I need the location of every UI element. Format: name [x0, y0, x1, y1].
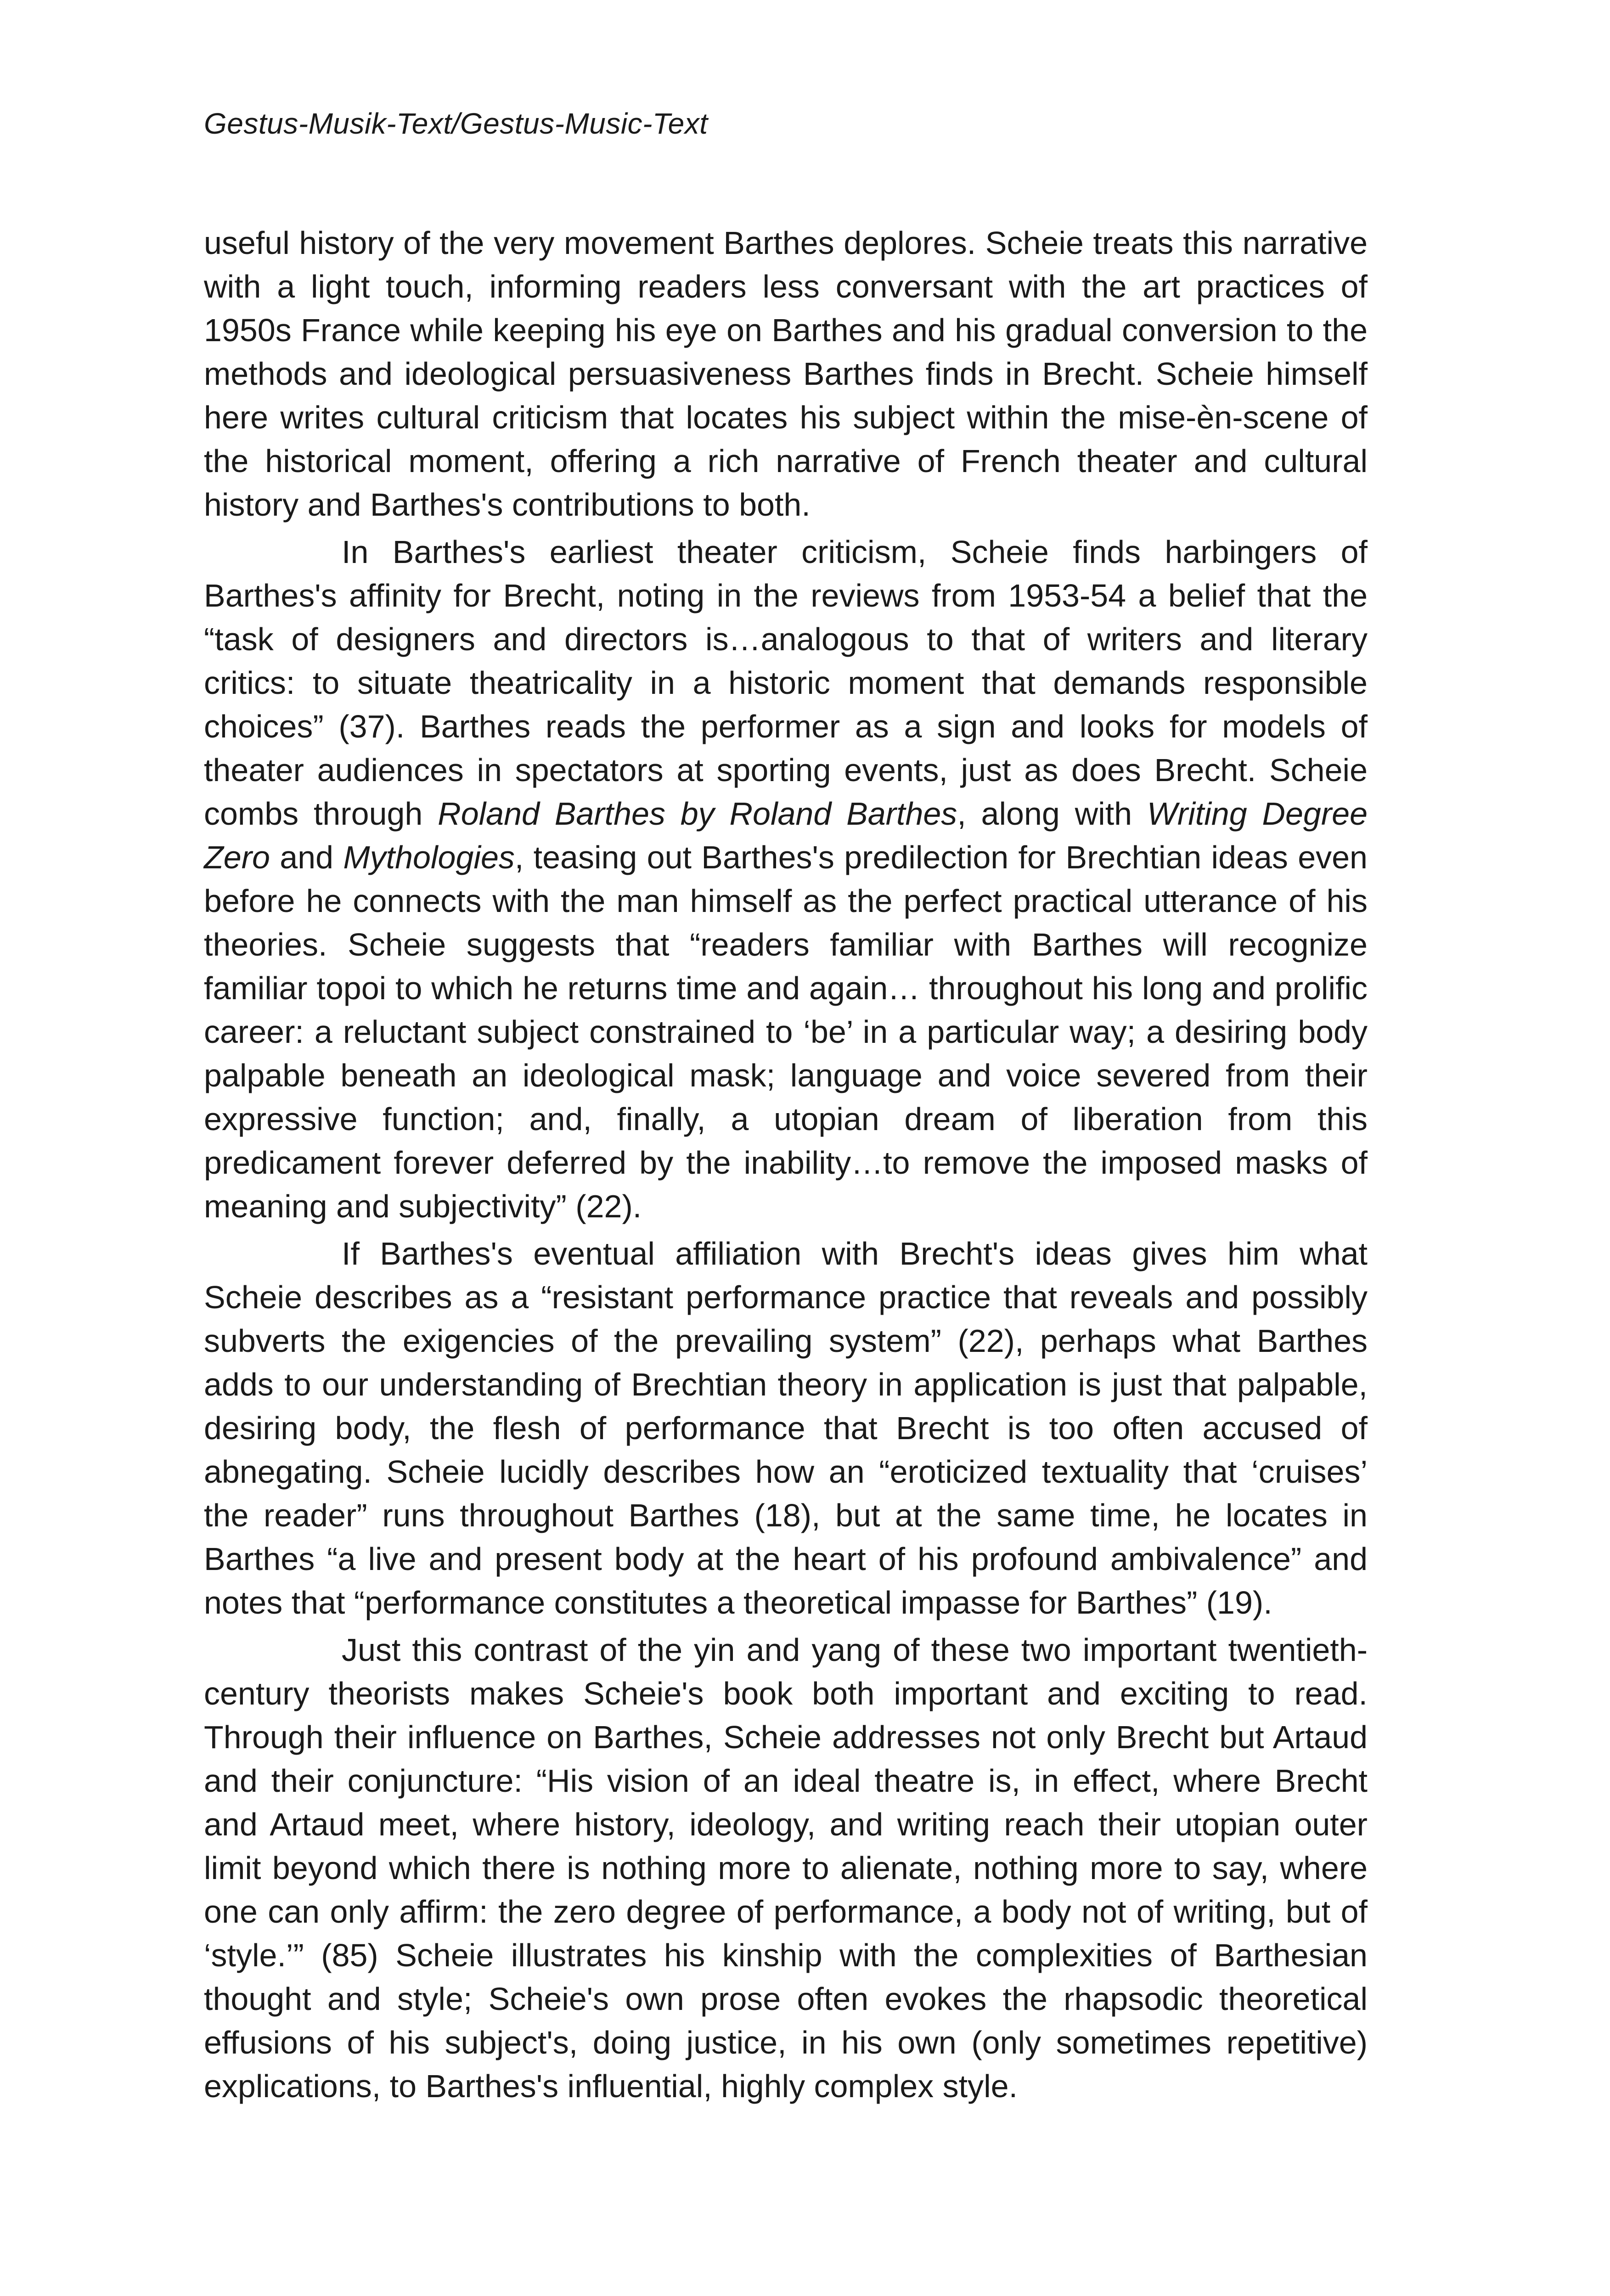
paragraph-2-part-2: , along with [957, 796, 1147, 832]
running-head: Gestus-Musik-Text/Gestus-Music-Text [204, 107, 708, 140]
paragraph-3: If Barthes's eventual affiliation with Brecht's ideas gives him what Scheie describes as a “resistant performance practice that reveals and possibly subverts the exigencies of the prevailing system” (22), perhaps what Barthes adds to our understanding of Brechtian theory in application is just that palpable, desiring body, the flesh of performance that Brecht is too often accused of abnegating. Scheie lucidly describes how an “eroticized textuality that ‘cruises’ the reader” runs throughout Barthes (18), but at the same time, he locates in Barthes “a live and present body at the heart of his profound ambivalence” and notes that “performance constitutes a theoretical impasse for Barthes” (19). [204, 1236, 1368, 1621]
book-title-writing-degree-zero: Writing Degree Zero [204, 796, 1368, 875]
review-body [204, 221, 1368, 2108]
paragraph-2-part-4: , teasing out Barthes's predilection for Brechtian ideas even before he connects with the man himself as the perfect practical utterance of his theories. Scheie suggests that “readers familiar with Barthes will recognize familiar topoi to which he returns time and again… throughout his long and prolific career: a reluctant subject constrained to ‘be’ in a particular way; a desiring body palpable beneath an ideological mask; language and voice severed from their expressive function; and, finally, a utopian dream of liberation from this predicament forever deferred by the inability…to remove the imposed masks of meaning and subjectivity” (22). [204, 839, 1368, 1224]
paragraph-1: useful history of the very movement Barthes deplores. Scheie treats this narrative with a light touch, informing readers less conversant with the art practices of 1950s France while keeping his eye on Barthes and his gradual conversion to the methods and ideological persuasiveness Barthes finds in Brecht. Scheie himself here writes cultural criticism that locates his subject within the mise-èn-scene of the historical moment, offering a rich narrative of French theater and cultural history and Barthes's contributions to both. [204, 225, 1368, 523]
paragraph-2-part-1: In Barthes's earliest theater criticism, Scheie finds harbingers of Barthes's affinity for Brecht, noting in the reviews from 1953-54 a belief that the “task of designers and directors is…analogous to that of writers and literary critics: to situate theatricality in a historic moment that demands responsible choices” (37). Barthes reads the performer as a sign and looks for models of theater audiences in spectators at sporting events, just as does Brecht. Scheie combs through [204, 534, 1368, 832]
book-title-mythologies: Mythologies [343, 839, 515, 875]
paragraph-2 [204, 530, 1368, 1228]
paragraph-2-part-3: and [270, 839, 343, 875]
paragraph-4: Just this contrast of the yin and yang of these two important twentieth-century theorists makes Scheie's book both important and exciting to read. Through their influence on Barthes, Scheie addresses not only Brecht but Artaud and their conjuncture: “His vision of an ideal theatre is, in effect, where Brecht and Artaud meet, where history, ideology, and writing reach their utopian outer limit beyond which there is nothing more to alienate, nothing more to say, where one can only affirm: the zero degree of performance, a body not of writing, but of ‘style.’” (85) Scheie illustrates his kinship with the complexities of Barthesian thought and style; Scheie's own prose often evokes the rhapsodic theoretical effusions of his subject's, doing justice, in his own (only sometimes repetitive) explications, to Barthes's influential, highly complex style. [204, 1632, 1368, 2104]
book-title-roland-barthes: Roland Barthes by Roland Barthes [438, 796, 957, 832]
